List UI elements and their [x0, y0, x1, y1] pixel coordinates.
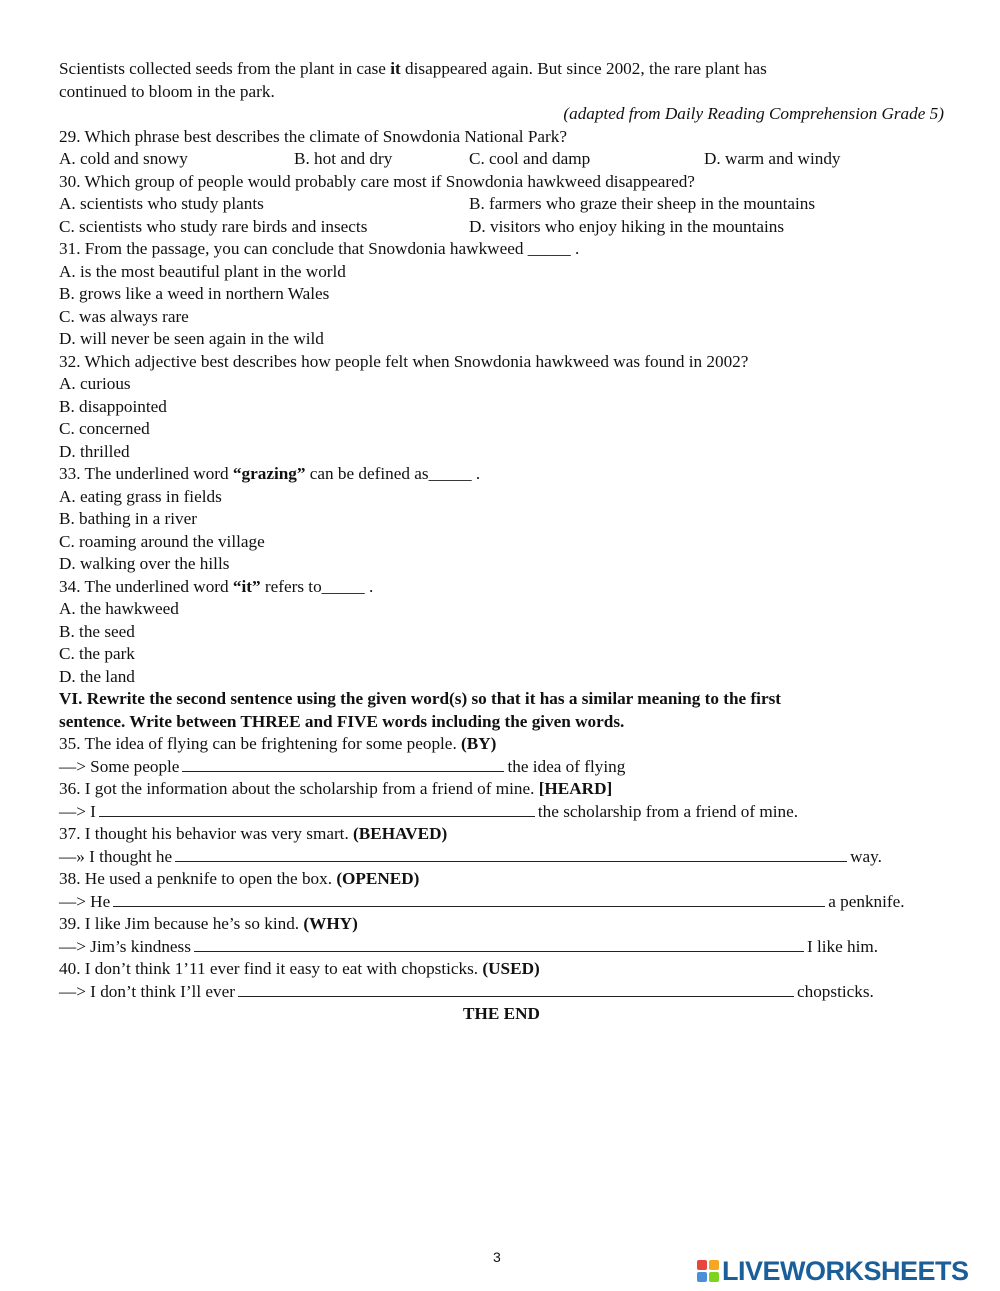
question-31: 31. From the passage, you can conclude that Snowdonia hawkweed _____ .: [59, 239, 580, 258]
logo-text: LIVEWORKSHEETS: [722, 1255, 969, 1286]
answer-37-blank[interactable]: [175, 847, 847, 862]
logo-block-green: [709, 1272, 719, 1282]
option-34-c[interactable]: C. the park: [59, 644, 135, 663]
question-29-options: [59, 148, 944, 171]
option-32-a[interactable]: A. curious: [59, 374, 131, 393]
answer-36: —> I the scholarship from a friend of mine.: [59, 801, 799, 821]
answer-39: —> Jim’s kindness I like him.: [59, 936, 879, 956]
answer-37: —» I thought he way.: [59, 846, 882, 866]
option-32-c[interactable]: C. concerned: [59, 419, 150, 438]
option-32-b[interactable]: B. disappointed: [59, 396, 167, 416]
liveworksheets-logo: [697, 1257, 969, 1285]
option-31-b[interactable]: B. grows like a weed in northern Wales: [59, 284, 330, 303]
question-40: 40. I don’t think 1’11 ever find it easy to eat with chopsticks. (USED): [59, 959, 540, 978]
option-34-b[interactable]: B. the seed: [59, 621, 135, 641]
question-29: 29. Which phrase best describes the climate of Snowdonia National Park?: [59, 126, 568, 146]
source-citation: (adapted from Daily Reading Comprehension Grade 5): [563, 104, 944, 123]
question-35: 35. The idea of flying can be frightening for some people. (BY): [59, 734, 497, 753]
option-33-b[interactable]: B. bathing in a river: [59, 509, 197, 528]
option-34-d[interactable]: D. the land: [59, 666, 135, 686]
logo-block-red: [697, 1260, 707, 1270]
answer-35: —> Some people the idea of flying: [59, 756, 626, 776]
question-30-options: [59, 193, 944, 238]
question-32: 32. Which adjective best describes how people felt when Snowdonia hawkweed was found in 2002?: [59, 351, 749, 371]
section-6-heading-2: sentence. Write between THREE and FIVE words including the given words.: [59, 711, 625, 731]
option-33-a[interactable]: A. eating grass in fields: [59, 486, 222, 506]
question-33: 33. The underlined word “grazing” can be defined as_____ .: [59, 464, 481, 483]
answer-40-blank[interactable]: [238, 982, 794, 997]
option-30-c[interactable]: C. scientists who study rare birds and insects: [59, 216, 368, 236]
option-30-a[interactable]: A. scientists who study plants: [59, 194, 264, 213]
logo-block-blue: [697, 1272, 707, 1282]
option-29-b[interactable]: B. hot and dry: [294, 149, 393, 168]
option-29-c[interactable]: C. cool and damp: [469, 149, 591, 168]
option-31-a[interactable]: A. is the most beautiful plant in the world: [59, 261, 346, 281]
option-34-a[interactable]: A. the hawkweed: [59, 599, 179, 618]
intro-line-2: continued to bloom in the park.: [59, 81, 275, 101]
option-33-c[interactable]: C. roaming around the village: [59, 531, 265, 551]
question-34: 34. The underlined word “it” refers to_____ .: [59, 576, 374, 596]
page-number: 3: [493, 1249, 501, 1265]
option-29-a[interactable]: A. cold and snowy: [59, 149, 188, 168]
question-38: 38. He used a penknife to open the box. (OPENED): [59, 869, 420, 888]
answer-38: —> He a penknife.: [59, 891, 905, 911]
option-30-d[interactable]: D. visitors who enjoy hiking in the mountains: [469, 216, 785, 236]
question-36: 36. I got the information about the scholarship from a friend of mine. [HEARD]: [59, 779, 613, 798]
option-31-c[interactable]: C. was always rare: [59, 306, 189, 326]
intro-line-1: Scientists collected seeds from the plant in case it disappeared again. But since 2002, the rare plant has: [59, 59, 767, 78]
question-37: 37. I thought his behavior was very smart. (BEHAVED): [59, 824, 448, 843]
logo-blocks-icon: [697, 1260, 719, 1282]
option-30-b[interactable]: B. farmers who graze their sheep in the mountains: [469, 194, 816, 213]
option-29-d[interactable]: D. warm and windy: [704, 149, 841, 168]
question-39: 39. I like Jim because he’s so kind. (WHY): [59, 914, 358, 933]
section-6-heading-1: VI. Rewrite the second sentence using the given word(s) so that it has a similar meaning to the first: [59, 689, 781, 708]
option-33-d[interactable]: D. walking over the hills: [59, 554, 230, 573]
worksheet-page: [59, 58, 944, 1026]
the-end: THE END: [463, 1004, 540, 1023]
logo-block-orange: [709, 1260, 719, 1270]
option-32-d[interactable]: D. thrilled: [59, 441, 130, 461]
answer-39-blank[interactable]: [194, 937, 804, 952]
question-30: 30. Which group of people would probably care most if Snowdonia hawkweed disappeared?: [59, 171, 695, 191]
answer-35-blank[interactable]: [182, 757, 504, 772]
answer-36-blank[interactable]: [99, 802, 535, 817]
answer-38-blank[interactable]: [113, 892, 825, 907]
option-31-d[interactable]: D. will never be seen again in the wild: [59, 329, 324, 348]
answer-40: —> I don’t think I’ll ever chopsticks.: [59, 981, 874, 1001]
